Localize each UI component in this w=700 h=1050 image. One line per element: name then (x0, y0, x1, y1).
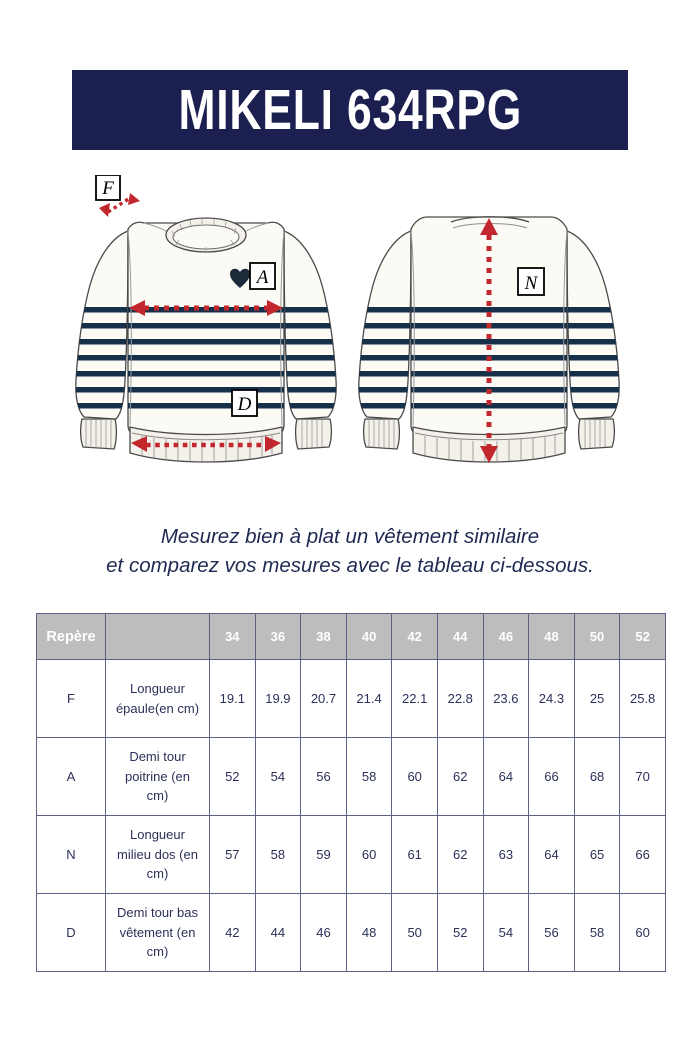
cell-a-36: 54 (255, 738, 301, 816)
header-description (106, 614, 210, 660)
cell-f-52: 25.8 (620, 660, 666, 738)
cell-a-48: 66 (529, 738, 575, 816)
cell-a-50: 68 (574, 738, 620, 816)
cell-d-44: 52 (437, 894, 483, 972)
cell-a-46: 64 (483, 738, 529, 816)
marker-a-label (250, 263, 275, 289)
header-size-48: 48 (529, 614, 575, 660)
cell-f-50: 25 (574, 660, 620, 738)
svg-text:A: A (256, 267, 269, 288)
row-code-d: D (37, 894, 106, 972)
svg-text:F: F (102, 178, 114, 199)
row-code-n: N (37, 816, 106, 894)
cell-a-42: 60 (392, 738, 438, 816)
table-row (37, 660, 666, 738)
header-size-46: 46 (483, 614, 529, 660)
header-size-34: 34 (210, 614, 256, 660)
cell-a-40: 58 (346, 738, 392, 816)
header-size-44: 44 (437, 614, 483, 660)
cell-d-36: 44 (255, 894, 301, 972)
size-chart-table (36, 613, 666, 972)
row-code-a: A (37, 738, 106, 816)
page-title: MIKELI 634RPG (178, 77, 522, 142)
cell-a-38: 56 (301, 738, 347, 816)
instruction-line-2: et comparez vos mesures avec le tableau ci-dessous. (106, 554, 594, 578)
front-neck-ribbing (166, 218, 246, 252)
cell-d-42: 50 (392, 894, 438, 972)
marker-f-label (96, 175, 120, 200)
header-repere: Repère (37, 614, 106, 660)
cell-n-40: 60 (346, 816, 392, 894)
header-size-52: 52 (620, 614, 666, 660)
back-view-illustration (355, 175, 638, 485)
header-size-40: 40 (346, 614, 392, 660)
header-size-38: 38 (301, 614, 347, 660)
table-header (37, 614, 666, 660)
size-table-container (36, 613, 665, 972)
header-size-42: 42 (392, 614, 438, 660)
header-size-50: 50 (574, 614, 620, 660)
header-size-36: 36 (255, 614, 301, 660)
svg-text:N: N (524, 273, 538, 294)
title-banner (72, 70, 628, 150)
cell-f-38: 20.7 (301, 660, 347, 738)
cell-d-52: 60 (620, 894, 666, 972)
cell-n-48: 64 (529, 816, 575, 894)
cell-d-50: 58 (574, 894, 620, 972)
cell-f-40: 21.4 (346, 660, 392, 738)
cell-d-34: 42 (210, 894, 256, 972)
table-row (37, 894, 666, 972)
cell-f-48: 24.3 (529, 660, 575, 738)
cell-d-48: 56 (529, 894, 575, 972)
table-row (37, 738, 666, 816)
row-desc-a: Demi tour poitrine (en cm) (106, 738, 210, 816)
front-right-cuff (296, 419, 332, 449)
cell-n-42: 61 (392, 816, 438, 894)
marker-n-label (518, 268, 544, 295)
measuring-instructions (0, 522, 700, 580)
cell-n-52: 66 (620, 816, 666, 894)
header-row (37, 614, 666, 660)
cell-d-40: 48 (346, 894, 392, 972)
cell-a-44: 62 (437, 738, 483, 816)
marker-d-label (232, 390, 257, 416)
row-desc-n: Longueur milieu dos (en cm) (106, 816, 210, 894)
cell-n-50: 65 (574, 816, 620, 894)
cell-f-46: 23.6 (483, 660, 529, 738)
cell-a-52: 70 (620, 738, 666, 816)
row-code-f: F (37, 660, 106, 738)
cell-f-36: 19.9 (255, 660, 301, 738)
cell-d-38: 46 (301, 894, 347, 972)
cell-n-34: 57 (210, 816, 256, 894)
cell-n-38: 59 (301, 816, 347, 894)
cell-n-46: 63 (483, 816, 529, 894)
row-desc-d: Demi tour bas vêtement (en cm) (106, 894, 210, 972)
cell-n-36: 58 (255, 816, 301, 894)
table-body (37, 660, 666, 972)
cell-n-44: 62 (437, 816, 483, 894)
cell-f-34: 19.1 (210, 660, 256, 738)
svg-text:D: D (237, 394, 252, 415)
back-right-cuff (579, 419, 615, 449)
row-desc-f: Longueur épaule(en cm) (106, 660, 210, 738)
table-row (37, 816, 666, 894)
front-view-illustration (72, 175, 355, 485)
front-body (122, 222, 292, 437)
cell-f-44: 22.8 (437, 660, 483, 738)
cell-a-34: 52 (210, 738, 256, 816)
cell-f-42: 22.1 (392, 660, 438, 738)
cell-d-46: 54 (483, 894, 529, 972)
instruction-line-1: Mesurez bien à plat un vêtement similaire (160, 525, 540, 548)
garment-illustrations (0, 175, 700, 495)
